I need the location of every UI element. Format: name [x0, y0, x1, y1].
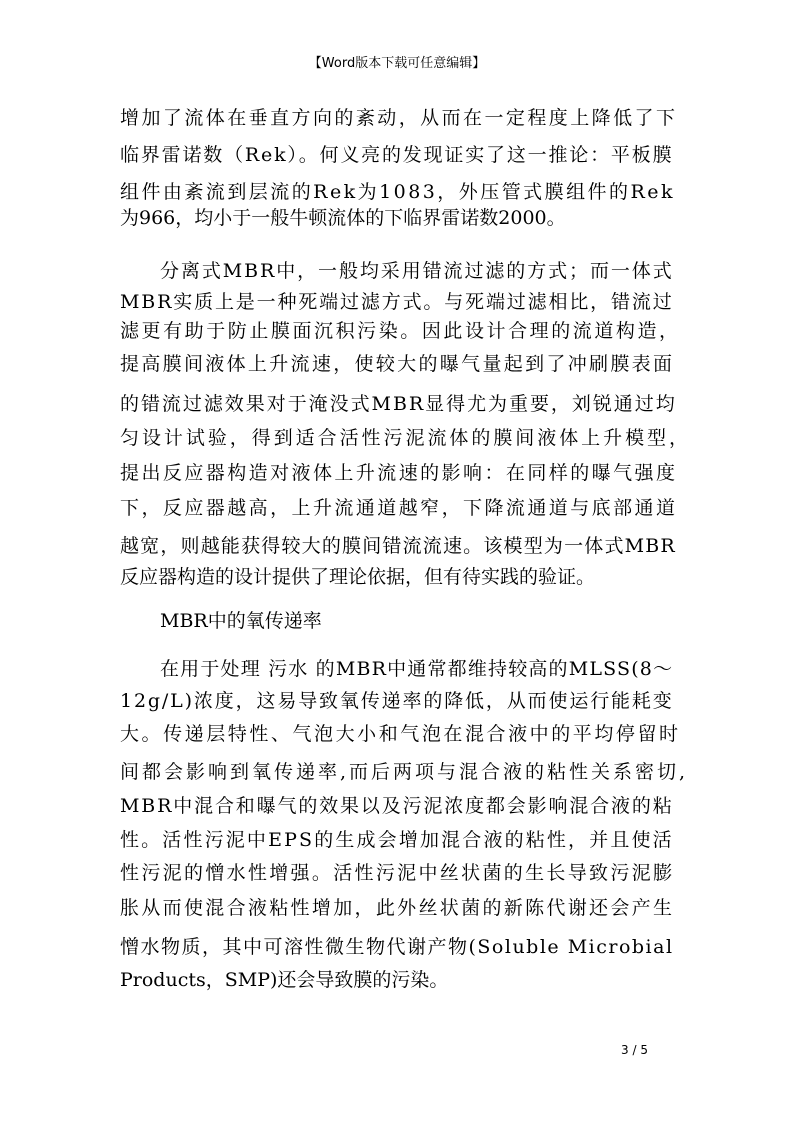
text-line: 性污泥的憎水性增强。活性污泥中丝状菌的生长导致污泥膨	[120, 862, 675, 884]
text-line: 的错流过滤效果对于淹没式MBR显得尤为重要，刘锐通过均	[120, 393, 677, 415]
text-line: 增加了流体在垂直方向的紊动，从而在一定程度上降低了下	[120, 107, 678, 129]
text-line: MBR实质上是一种死端过滤方式。与死端过滤相比，错流过	[120, 291, 674, 313]
text-line: 分离式MBR中，一般均采用错流过滤的方式；而一体式	[160, 260, 674, 282]
text-line: 下，反应器越高，上升流通道越窄，下降流通道与底部通道	[120, 497, 678, 519]
text-line: 提出反应器构造对液体上升流速的影响：在同样的曝气强度	[120, 462, 678, 484]
text-line: 越宽，则越能获得较大的膜间错流流速。该模型为一体式MBR	[120, 535, 676, 557]
text-line: 提高膜间液体上升流速，使较大的曝气量起到了冲刷膜表面	[120, 353, 675, 375]
text-line: 组件由紊流到层流的Rek为1083，外压管式膜组件的Rek	[120, 181, 675, 203]
text-line: 反应器构造的设计提供了理论依据，但有待实践的验证。	[120, 566, 596, 588]
text-line: 大。传递层特性、气泡大小和气泡在混合液中的平均停留时	[120, 723, 681, 745]
text-line: 在用于处理 污水 的MBR中通常都维持较高的MLSS(8～	[160, 658, 674, 680]
text-line: MBR中混合和曝气的效果以及污泥浓度都会影响混合液的粘	[120, 795, 674, 817]
text-line: 匀设计试验，得到适合活性污泥流体的膜间液体上升模型，	[120, 427, 691, 449]
text-line: 间都会影响到氧传递率,而后两项与混合液的粘性关系密切,	[120, 761, 689, 783]
text-line: 12g/L)浓度，这易导致氧传递率的降低，从而使运行能耗变	[120, 690, 674, 712]
page-header: 【Word版本下载可任意编辑】	[308, 56, 486, 71]
text-line: Products，SMP)还会导致膜的污染。	[120, 969, 449, 991]
text-line: 性。活性污泥中EPS的生成会增加混合液的粘性，并且使活	[120, 829, 674, 851]
text-line: 滤更有助于防止膜面沉积污染。因此设计合理的流道构造，	[120, 320, 681, 342]
text-line: 胀从而使混合液粘性增加，此外丝状菌的新陈代谢还会产生	[120, 897, 675, 919]
section-heading: MBR中的氧传递率	[160, 610, 322, 632]
page-number: 3 / 5	[621, 1043, 648, 1057]
text-line: 憎水物质，其中可溶性微生物代谢产物(Soluble Microbial	[120, 936, 674, 958]
text-line: 临界雷诺数（Rek）。何义亮的发现证实了这一推论：平板膜	[120, 144, 674, 166]
text-line: 为966，均小于一般牛顿流体的下临界雷诺数2000。	[120, 207, 566, 229]
